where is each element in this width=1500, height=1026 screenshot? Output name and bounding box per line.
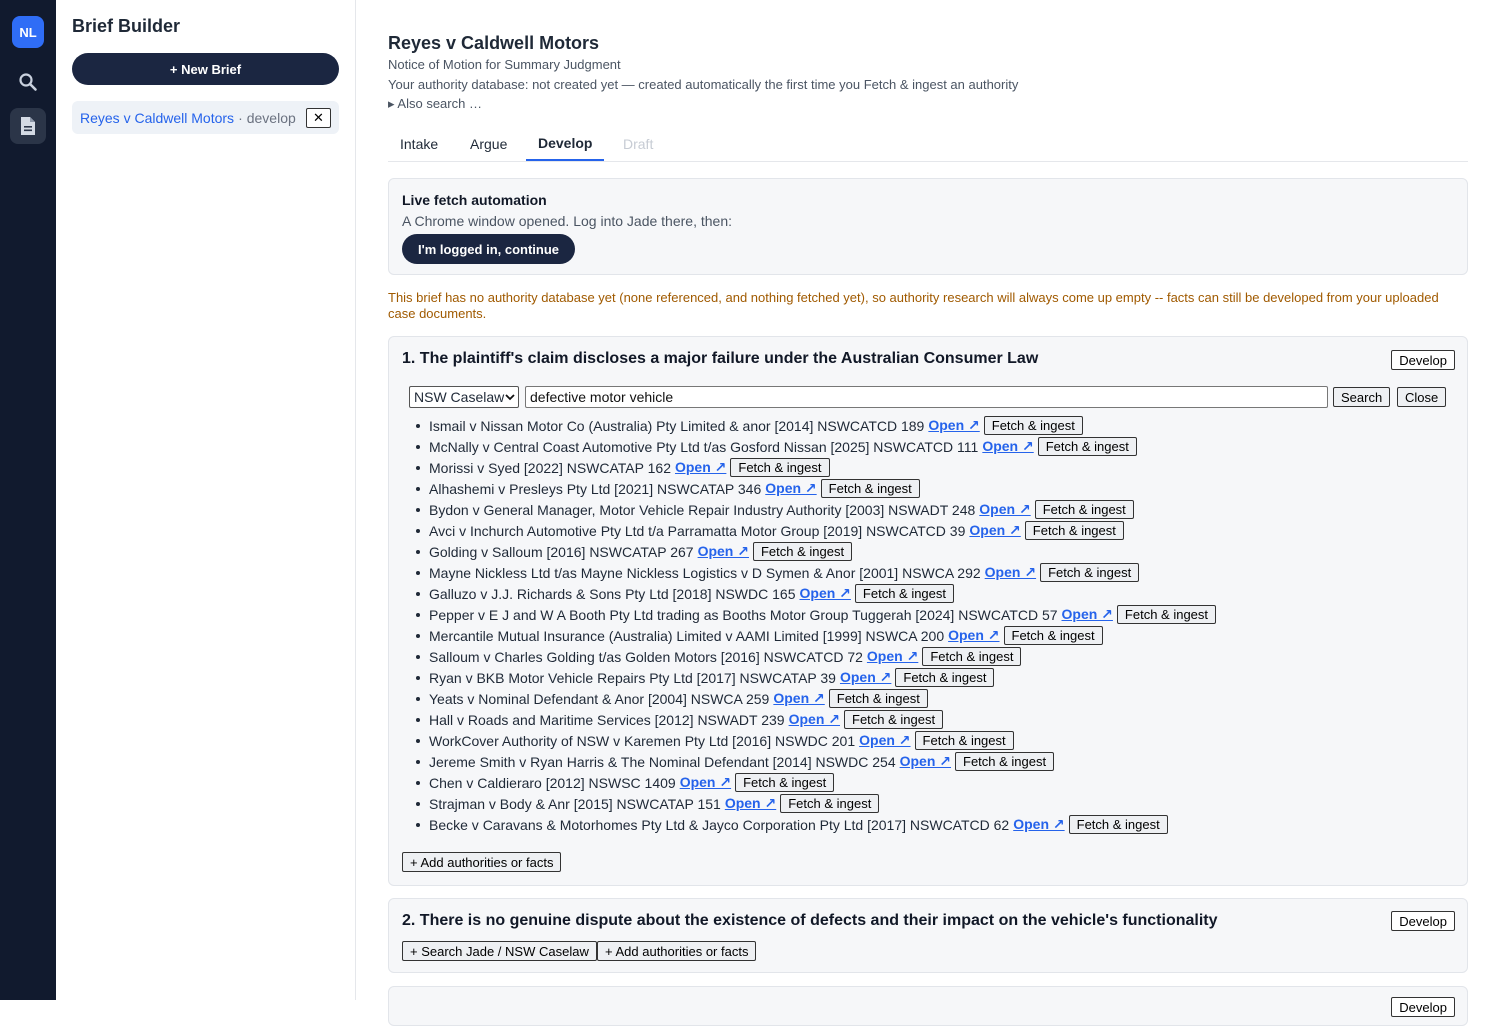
fetch-ingest-button[interactable]: Fetch & ingest xyxy=(1117,605,1216,624)
result-citation: McNally v Central Coast Automotive Pty Ltd t/as Gosford Nissan [2025] NSWCATCD 111 xyxy=(429,438,979,455)
open-link[interactable]: Open ↗ xyxy=(724,795,777,811)
add-authorities-button[interactable]: + Add authorities or facts xyxy=(597,941,756,961)
result-item xyxy=(409,499,1449,520)
issue-title: 2. There is no genuine dispute about the existence of defects and their impact on the vehicle's functionality xyxy=(402,912,1218,929)
issue-card-1 xyxy=(388,336,1468,886)
result-citation: Avci v Inchurch Automotive Pty Ltd t/a Parramatta Motor Group [2019] NSWCATCD 39 xyxy=(429,522,966,539)
result-citation: Becke v Caravans & Motorhomes Pty Ltd & Jayco Corporation Pty Ltd [2017] NSWCATCD 62 xyxy=(429,816,1010,833)
rail-briefs-button[interactable] xyxy=(10,108,46,144)
open-link[interactable]: Open ↗ xyxy=(788,711,840,727)
document-icon xyxy=(19,116,37,136)
source-select[interactable] xyxy=(409,386,519,408)
result-item xyxy=(409,751,1449,772)
result-citation: Ryan v BKB Motor Vehicle Repairs Pty Ltd [2017] NSWCATAP 39 xyxy=(429,669,836,686)
sidebar-item-brief[interactable] xyxy=(72,101,339,134)
brief-separator: · xyxy=(238,109,243,126)
result-citation: Ismail v Nissan Motor Co (Australia) Pty Limited & anor [2014] NSWCATCD 189 xyxy=(429,417,925,434)
result-item xyxy=(409,562,1449,583)
logged-in-continue-button[interactable]: I'm logged in, continue xyxy=(402,234,575,264)
fetch-ingest-button[interactable]: Fetch & ingest xyxy=(735,773,834,792)
result-item xyxy=(409,604,1449,625)
avatar[interactable]: NL xyxy=(12,16,44,48)
fetch-ingest-button[interactable]: Fetch & ingest xyxy=(1069,815,1168,834)
result-item xyxy=(409,457,1449,478)
fetch-ingest-button[interactable]: Fetch & ingest xyxy=(730,458,829,477)
fetch-ingest-button[interactable]: Fetch & ingest xyxy=(895,668,994,687)
fetch-ingest-button[interactable]: Fetch & ingest xyxy=(955,752,1054,771)
fetch-ingest-button[interactable]: Fetch & ingest xyxy=(821,479,920,498)
open-link[interactable]: Open ↗ xyxy=(928,417,980,433)
chevron-down-icon xyxy=(505,393,515,401)
result-citation: Mercantile Mutual Insurance (Australia) Limited v AAMI Limited [1999] NSWCA 200 xyxy=(429,627,945,644)
no-database-warning: This brief has no authority database yet (none referenced, and nothing fetched yet), so authority research will always come up empty -- facts can still be developed from your uploaded case documents. xyxy=(388,290,1439,321)
result-citation: Jereme Smith v Ryan Harris & The Nominal Defendant [2014] NSWDC 254 xyxy=(429,753,896,770)
fetch-ingest-button[interactable]: Fetch & ingest xyxy=(1038,437,1137,456)
add-authorities-button[interactable]: + Add authorities or facts xyxy=(402,852,561,872)
result-item xyxy=(409,709,1449,730)
tab-develop[interactable]: Develop xyxy=(526,126,604,161)
result-citation: Hall v Roads and Maritime Services [2012] NSWADT 239 xyxy=(429,711,785,728)
open-link[interactable]: Open ↗ xyxy=(839,669,892,685)
fetch-ingest-button[interactable]: Fetch & ingest xyxy=(780,794,879,813)
open-link[interactable]: Open ↗ xyxy=(948,627,1000,643)
close-search-button[interactable]: Close xyxy=(1397,387,1446,407)
open-link[interactable]: Open ↗ xyxy=(1061,606,1113,622)
result-item xyxy=(409,646,1449,667)
result-item xyxy=(409,688,1449,709)
page-subtitle: Notice of Motion for Summary Judgment xyxy=(388,57,621,72)
fetch-ingest-button[interactable]: Fetch & ingest xyxy=(984,416,1083,435)
fetch-ingest-button[interactable]: Fetch & ingest xyxy=(844,710,943,729)
open-link[interactable]: Open ↗ xyxy=(1013,816,1065,832)
develop-button[interactable]: Develop xyxy=(1391,350,1455,370)
tab-intake[interactable]: Intake xyxy=(400,135,439,152)
result-item xyxy=(409,667,1449,688)
open-link[interactable]: Open ↗ xyxy=(859,732,911,748)
open-link[interactable]: Open ↗ xyxy=(979,501,1031,517)
result-item xyxy=(409,730,1449,751)
result-citation: Morissi v Syed [2022] NSWCATAP 162 xyxy=(429,459,671,476)
result-item xyxy=(409,793,1449,814)
result-citation: Galluzo v J.J. Richards & Sons Pty Ltd [2018] NSWDC 165 xyxy=(429,585,796,602)
search-button[interactable]: Search xyxy=(1333,387,1390,407)
fetch-ingest-button[interactable]: Fetch & ingest xyxy=(1004,626,1103,645)
tab-argue[interactable]: Argue xyxy=(470,135,508,152)
brief-name[interactable]: Reyes v Caldwell Motors xyxy=(80,109,235,126)
result-citation: Yeats v Nominal Defendant & Anor [2004] NSWCA 259 xyxy=(429,690,770,707)
result-item xyxy=(409,520,1449,541)
sidebar-title: Brief Builder xyxy=(72,16,181,36)
result-item xyxy=(409,583,1449,604)
open-link[interactable]: Open ↗ xyxy=(899,753,952,769)
open-link[interactable]: Open ↗ xyxy=(679,774,732,790)
search-input[interactable] xyxy=(525,386,1328,408)
live-fetch-title: Live fetch automation xyxy=(402,192,547,208)
result-item xyxy=(409,625,1449,646)
open-link[interactable]: Open ↗ xyxy=(866,648,919,664)
result-citation: Bydon v General Manager, Motor Vehicle Repair Industry Authority [2003] NSWADT 248 xyxy=(429,501,976,518)
source-select-value: NSW Caselaw xyxy=(414,389,505,405)
result-citation: Chen v Caldieraro [2012] NSWSC 1409 xyxy=(429,774,676,791)
brief-stage: develop xyxy=(246,109,296,126)
database-status: Your authority database: not created yet — created automatically the first time you Fetch & ingest an authority xyxy=(388,77,1019,92)
result-citation: Golding v Salloum [2016] NSWCATAP 267 xyxy=(429,543,694,560)
result-item xyxy=(409,478,1449,499)
result-citation: Pepper v E J and W A Booth Pty Ltd trading as Booths Motor Group Tuggerah [2024] NSWCATCD 57 xyxy=(429,606,1058,623)
page-title: Reyes v Caldwell Motors xyxy=(388,33,600,53)
app-rail xyxy=(0,0,56,1000)
result-item xyxy=(409,436,1449,457)
result-item xyxy=(409,772,1449,793)
close-icon: ✕ xyxy=(313,110,324,125)
brief-sidebar xyxy=(56,0,356,1000)
result-citation: WorkCover Authority of NSW v Karemen Pty Ltd [2016] NSWDC 201 xyxy=(429,732,856,749)
new-brief-button[interactable]: + New Brief xyxy=(72,53,339,85)
issue-card-2 xyxy=(388,898,1468,973)
fetch-ingest-button[interactable]: Fetch & ingest xyxy=(855,584,954,603)
open-link[interactable]: Open ↗ xyxy=(982,438,1034,454)
fetch-ingest-button[interactable]: Fetch & ingest xyxy=(1025,521,1124,540)
close-brief-button[interactable] xyxy=(306,108,331,128)
result-citation: Alhashemi v Presleys Pty Ltd [2021] NSWCATAP 346 xyxy=(429,480,762,497)
open-link[interactable]: Open ↗ xyxy=(674,459,727,475)
open-link[interactable]: Open ↗ xyxy=(773,690,825,706)
open-link[interactable]: Open ↗ xyxy=(697,543,749,559)
fetch-ingest-button[interactable]: Fetch & ingest xyxy=(1040,563,1139,582)
open-link[interactable]: Open ↗ xyxy=(969,522,1021,538)
open-link[interactable]: Open ↗ xyxy=(984,564,1037,580)
develop-button[interactable]: Develop xyxy=(1391,911,1455,931)
fetch-ingest-button[interactable]: Fetch & ingest xyxy=(829,689,928,708)
result-citation: Mayne Nickless Ltd t/as Mayne Nickless Logistics v D Symen & Anor [2001] NSWCA 292 xyxy=(429,564,981,581)
tab-draft: Draft xyxy=(623,135,654,152)
search-results-list xyxy=(409,415,1449,835)
result-citation: Strajman v Body & Anr [2015] NSWCATAP 151 xyxy=(429,795,721,812)
fetch-ingest-button[interactable]: Fetch & ingest xyxy=(753,542,852,561)
fetch-ingest-button[interactable]: Fetch & ingest xyxy=(922,647,1021,666)
fetch-ingest-button[interactable]: Fetch & ingest xyxy=(1035,500,1134,519)
open-link[interactable]: Open ↗ xyxy=(799,585,851,601)
develop-button[interactable]: Develop xyxy=(1391,997,1455,1017)
result-citation: Salloum v Charles Golding t/as Golden Motors [2016] NSWCATCD 72 xyxy=(429,648,863,665)
rail-search-button[interactable] xyxy=(10,64,46,100)
main-content xyxy=(388,0,1468,1015)
search-jade-button[interactable]: + Search Jade / NSW Caselaw xyxy=(402,941,597,961)
result-item xyxy=(409,541,1449,562)
issue-card-3 xyxy=(388,986,1468,1026)
open-link[interactable]: Open ↗ xyxy=(765,480,817,496)
live-fetch-panel xyxy=(388,178,1468,275)
result-item xyxy=(409,415,1449,436)
also-search-toggle[interactable]: ▸ Also search … xyxy=(388,96,482,111)
fetch-ingest-button[interactable]: Fetch & ingest xyxy=(915,731,1014,750)
result-item xyxy=(409,814,1449,835)
search-icon xyxy=(18,72,38,92)
live-fetch-text: A Chrome window opened. Log into Jade there, then: xyxy=(402,213,732,229)
stage-tabs xyxy=(388,126,1468,162)
issue-title: 1. The plaintiff's claim discloses a major failure under the Australian Consumer Law xyxy=(402,350,1039,367)
